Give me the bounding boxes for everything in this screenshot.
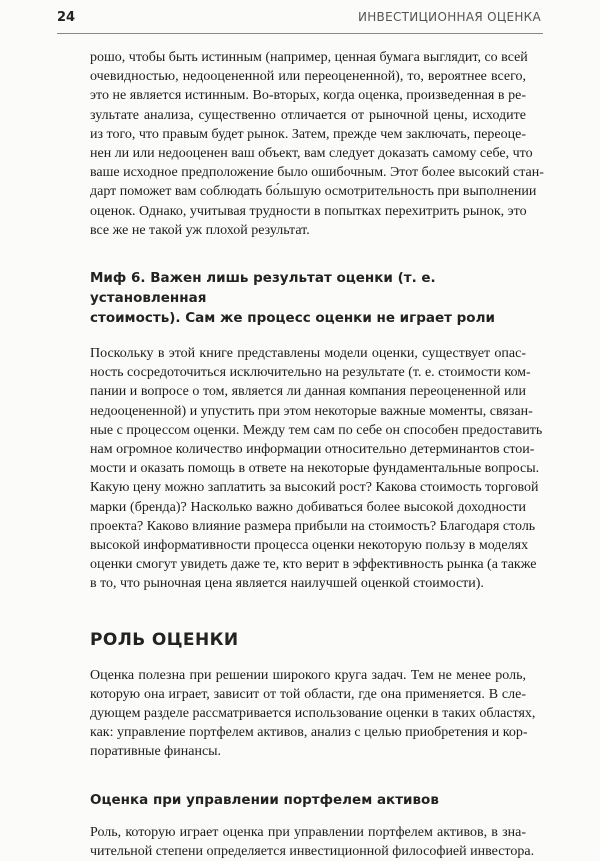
text-line: недооцененной) и упустить при этом некоторые важные моменты, связан- [90, 403, 533, 419]
text-line: мости и оказать помощь в ответе на некоторые фундаментальные вопросы. [90, 461, 540, 477]
text-line: марки (бренда)? Насколько важно добиваться более высокой доходности [90, 499, 526, 515]
text-line: Какую цену можно заплатить за высокий рост? Какова стоимость торговой [90, 480, 539, 496]
text-line: как: управление портфелем активов, анализ с целью приобретения и кор- [90, 725, 528, 741]
header-divider [57, 33, 543, 34]
page-body [90, 48, 544, 861]
text-line: высокой информативности процесса оценки некоторую пользу в моделях [90, 538, 529, 554]
text-line: Роль, которую играет оценка при управлении портфелем активов, в зна- [90, 824, 526, 840]
text-line: ные с процессом оценки. Между тем сам по себе он способен предоставить [90, 422, 543, 438]
text-line: ность сосредоточиться исключительно на результате (т. е. стоимости ком- [90, 365, 531, 381]
running-title: ИНВЕСТИЦИОННАЯ ОЦЕНКА [357, 10, 541, 24]
text-line: оценок. Однако, учитывая трудности в попытках перехитрить рынок, это [90, 203, 527, 219]
text-line: нам огромное количество информации относительно детерминантов стои- [90, 442, 535, 458]
heading-line: стоимость). Сам же процесс оценки не играет роли [90, 310, 495, 327]
text-line: ваше исходное предположение было ошибочным. Этот более высокий стан- [90, 165, 544, 181]
text-line: нен ли или недооценен ваш объект, вам следует доказать самому себе, что [90, 146, 533, 162]
text-line: из того, что правым будет рынок. Затем, прежде чем заключать, переоце- [90, 126, 526, 142]
text-line: это не является истинным. Во-вторых, когда оценка, произведенная в ре- [90, 88, 526, 104]
myth-6-heading [90, 268, 526, 328]
text-line: Поскольку в этой книге представлены модели оценки, существует опас- [90, 346, 526, 362]
text-line: зультате анализа, существенно отличается от рыночной цены, исходите [90, 107, 526, 123]
page-number: 24 [57, 10, 76, 25]
text-line: поративные финансы. [90, 744, 222, 760]
text-line: чительной степени определяется инвестиционной философией инвестора. [90, 843, 535, 859]
text-line: дарт поможет вам соблюдать бо́льшую осмотрительность при выполнении [90, 184, 537, 200]
myth-6-paragraph [90, 344, 543, 594]
role-paragraph [90, 666, 536, 762]
text-line: оценки смогут увидеть даже те, кто верит в эффективность рынка (а также [90, 557, 537, 573]
text-line: рошо, чтобы быть истинным (например, ценная бумага выглядит, со всей [90, 50, 528, 65]
subheading-portfolio: Оценка при управлении портфелем активов [90, 791, 439, 808]
text-line: очевидностью, недооцененной или переоцененной), то, вероятнее всего, [90, 69, 526, 85]
text-line: проекта? Каково влияние размера прибыли на стоимость? Благодаря столь [90, 518, 536, 534]
text-line: дующем разделе рассматривается использование оценки в таких областях, [90, 706, 536, 722]
text-line: пании и вопросе о том, является ли данная компания переоцененной или [90, 384, 526, 400]
page-header [57, 0, 541, 30]
paragraph-continuation [90, 48, 544, 240]
text-line: Оценка полезна при решении широкого круга задач. Тем не менее роль, [90, 667, 526, 683]
text-line: все же не такой уж плохой результат. [90, 222, 310, 238]
text-line: которую она играет, зависит от той области, где она применяется. В сле- [90, 686, 526, 702]
heading-line: Миф 6. Важен лишь результат оценки (т. е. установленная [90, 270, 436, 307]
portfolio-paragraph [90, 823, 535, 861]
text-line: в то, что рыночная цена является наилучшей оценкой стоимости). [90, 576, 484, 592]
section-heading-role: РОЛЬ ОЦЕНКИ [90, 629, 239, 650]
